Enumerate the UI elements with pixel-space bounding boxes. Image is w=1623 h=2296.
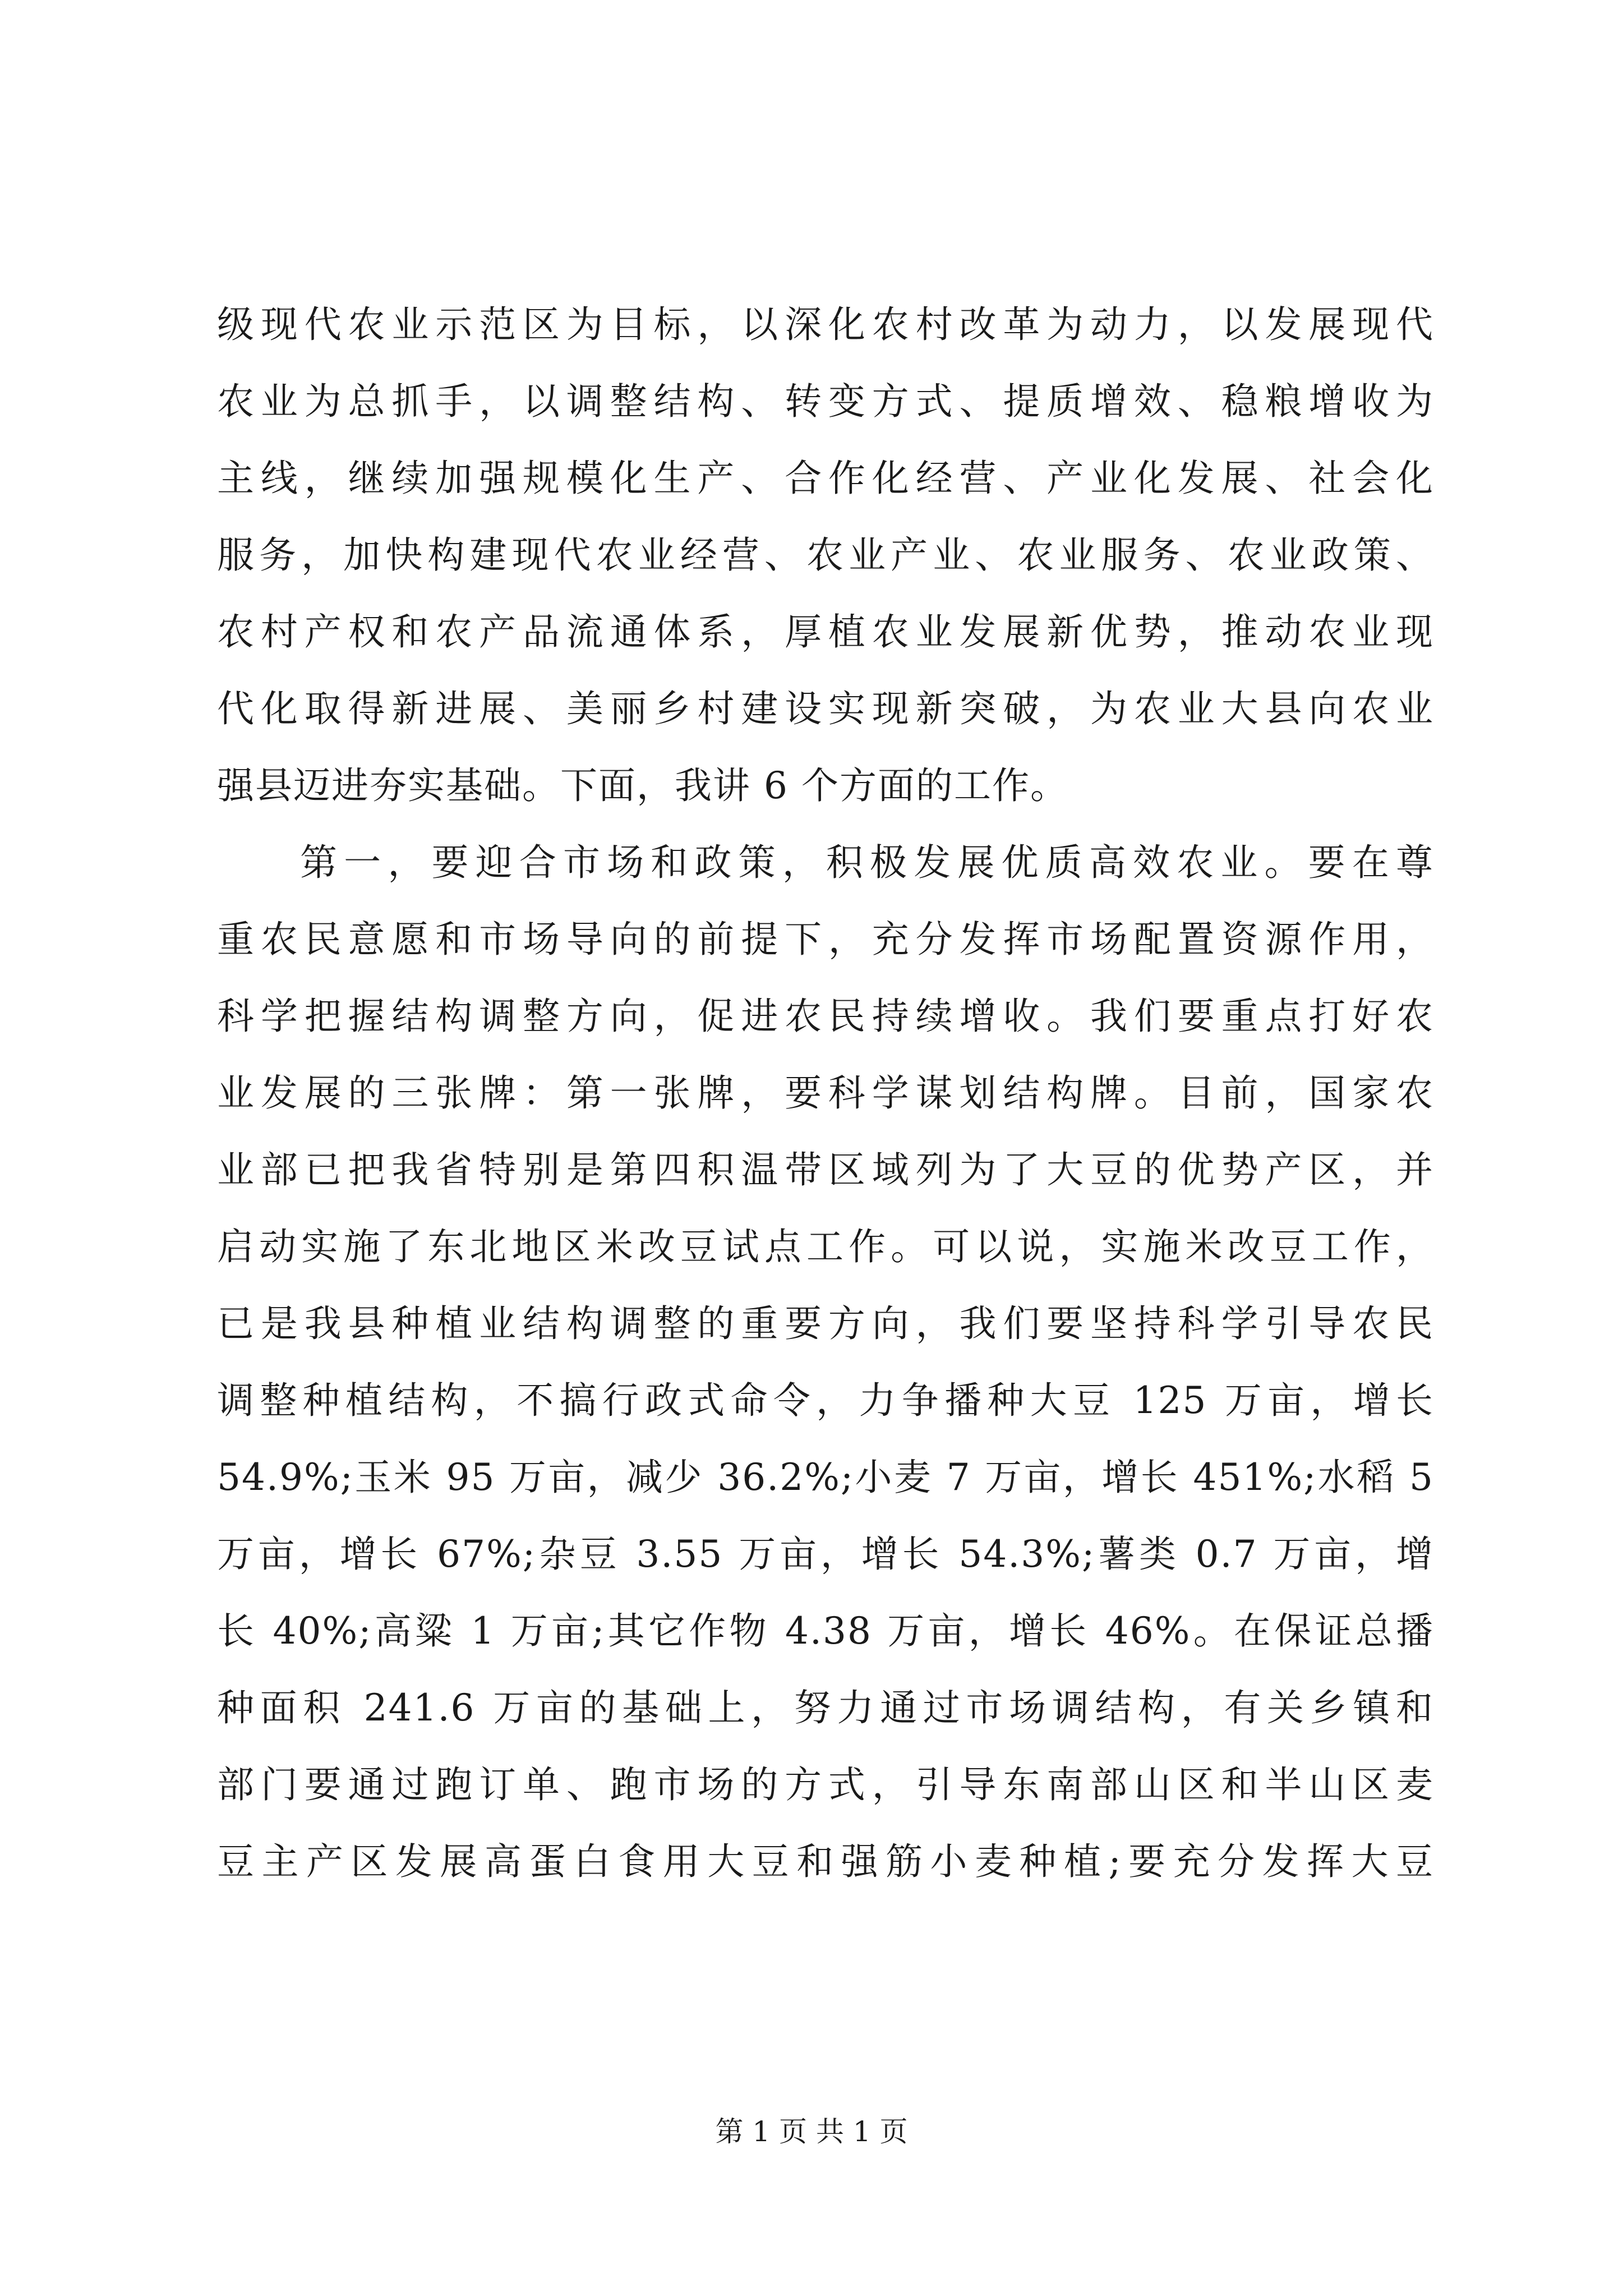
text-line: 农业为总抓手，以调整结构、转变方式、提质增效、稳粮增收为 [217,380,1434,423]
document-body [217,286,1434,1900]
text-line: 强县迈进夯实基础。下面，我讲 6 个方面的工作。 [217,764,1068,807]
text-line: 豆主产区发展高蛋白食用大豆和强筋小麦种植;要充分发挥大豆 [217,1840,1434,1883]
text-line: 长 40%;高粱 1 万亩;其它作物 4.38 万亩，增长 46%。在保证总播 [217,1609,1434,1653]
text-line: 业部已把我省特别是第四积温带区域列为了大豆的优势产区，并 [217,1148,1434,1191]
text-line: 已是我县种植业结构调整的重要方向，我们要坚持科学引导农民 [217,1302,1434,1345]
text-line: 调整种植结构，不搞行政式命令，力争播种大豆 125 万亩，增长 [217,1379,1434,1422]
text-line: 主线，继续加强规模化生产、合作化经营、产业化发展、社会化 [217,457,1434,500]
text-line: 科学把握结构调整方向，促进农民持续增收。我们要重点打好农 [217,995,1434,1038]
text-line: 级现代农业示范区为目标，以深化农村改革为动力，以发展现代 [217,303,1434,346]
page-footer: 第 1 页 共 1 页 [715,2115,908,2148]
text-line: 业发展的三张牌：第一张牌，要科学谋划结构牌。目前，国家农 [217,1071,1434,1115]
text-line: 重农民意愿和市场导向的前提下，充分发挥市场配置资源作用， [217,918,1434,961]
text-line: 部门要通过跑订单、跑市场的方式，引导东南部山区和半山区麦 [217,1763,1434,1806]
text-line: 服务，加快构建现代农业经营、农业产业、农业服务、农业政策、 [217,533,1434,577]
text-line: 54.9%;玉米 95 万亩，减少 36.2%;小麦 7 万亩，增长 451%;水稻 5 [217,1456,1434,1499]
text-line: 农村产权和农产品流通体系，厚植农业发展新优势，推动农业现 [217,610,1434,654]
text-line: 代化取得新进展、美丽乡村建设实现新突破，为农业大县向农业 [217,687,1434,730]
text-line: 万亩，增长 67%;杂豆 3.55 万亩，增长 54.3%;薯类 0.7 万亩，增 [217,1533,1434,1576]
text-line: 启动实施了东北地区米改豆试点工作。可以说，实施米改豆工作， [217,1225,1434,1268]
text-line: 种面积 241.6 万亩的基础上，努力通过市场调结构，有关乡镇和 [217,1686,1434,1729]
paragraph-first-line: 第一，要迎合市场和政策，积极发展优质高效农业。要在尊 [300,841,1434,884]
